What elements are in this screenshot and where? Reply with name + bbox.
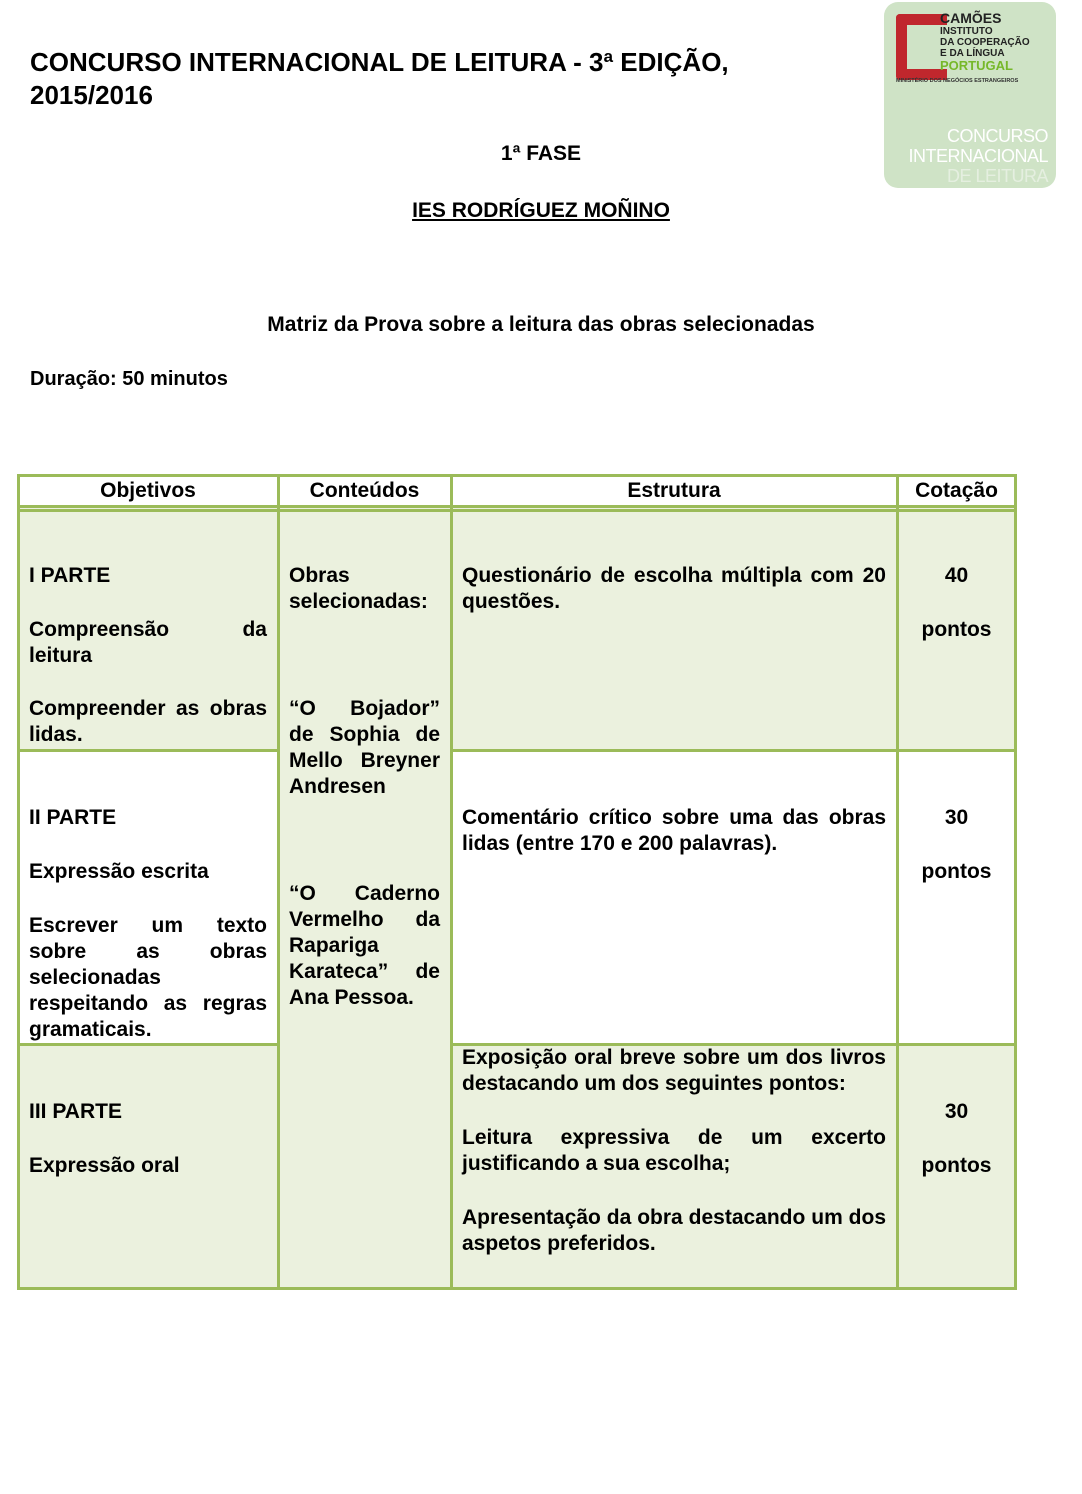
row1-cotacao (897, 508, 1016, 750)
points: 30 (944, 806, 969, 829)
work-1: “O Bojador” de Sophia de Mello Breyner Andresen (289, 697, 440, 798)
logo-text: DE LEITURA (946, 166, 1048, 186)
row2-objetivos (18, 750, 278, 1044)
logo-text: DA COOPERAÇÃO (940, 37, 1030, 48)
school-heading: IES RODRÍGUEZ MOÑINO (412, 199, 670, 222)
header-estrutura: Estrutura (627, 479, 721, 502)
logo-text: PORTUGAL (940, 58, 1013, 73)
part-title: I PARTE (29, 564, 111, 587)
logo-text: INSTITUTO (940, 26, 993, 37)
header-conteudos: Conteúdos (309, 479, 420, 502)
structure-text: Exposição oral breve sobre um dos livros destacando um dos seguintes pontos: (462, 1046, 886, 1095)
table-border (450, 749, 1017, 752)
points: 30 (944, 1100, 969, 1123)
conteudos-cell (278, 508, 451, 1289)
logo-text: INTERNACIONAL (908, 146, 1048, 166)
objective: Expressão escrita (29, 860, 209, 883)
table-border (277, 474, 280, 1290)
row1-objetivos (18, 508, 278, 750)
objective: Compreender as obras lidas. (29, 697, 267, 746)
table-border (17, 1287, 1017, 1290)
table-border (1014, 474, 1017, 1290)
row3-estrutura (451, 1044, 897, 1289)
points-unit: pontos (921, 618, 992, 641)
table-border (896, 474, 899, 1290)
contents-label: Obras selecionadas: (289, 564, 428, 613)
structure-text: Apresentação da obra destacando um dos aspetos preferidos. (462, 1206, 886, 1255)
objective: Escrever um texto sobre as obras selecionadas respeitando as regras gramaticais. (29, 914, 267, 1041)
table-border (17, 749, 279, 752)
structure-text: Leitura expressiva de um excerto justificando a sua escolha; (462, 1126, 886, 1175)
points: 40 (944, 564, 969, 587)
points-unit: pontos (921, 860, 992, 883)
work-2: “O Caderno Vermelho da Rapariga Karateca” de Ana Pessoa. (289, 882, 440, 1009)
header-objetivos: Objetivos (100, 479, 196, 502)
phase-heading: 1ª FASE (500, 142, 582, 165)
table-border (17, 474, 1017, 477)
row3-cotacao (897, 1044, 1016, 1289)
row1-estrutura (451, 508, 897, 750)
table-border (17, 474, 20, 1290)
objective: Expressão oral (29, 1154, 180, 1177)
points-unit: pontos (921, 1154, 992, 1177)
table-border (450, 474, 453, 1290)
subtitle: Matriz da Prova sobre a leitura das obras selecionadas (267, 313, 815, 336)
header-cotacao: Cotação (915, 479, 998, 502)
part-title: II PARTE (29, 806, 117, 829)
row2-cotacao (897, 750, 1016, 1044)
structure-text: Comentário crítico sobre uma das obras lidas (entre 170 e 200 palavras). (462, 806, 886, 855)
duration: Duração: 50 minutos (30, 368, 228, 390)
row3-objetivos (18, 1044, 278, 1289)
table-border (17, 509, 1017, 512)
camoes-logo (884, 2, 1056, 188)
table-border (17, 1043, 279, 1046)
logo-text: MINISTÉRIO DOS NEGÓCIOS ESTRANGEIROS (896, 78, 1019, 84)
structure-text: Questionário de escolha múltipla com 20 questões. (462, 564, 886, 613)
logo-text: CONCURSO (946, 126, 1048, 146)
logo-text: CAMÕES (940, 10, 1002, 26)
logo-text: E DA LÍNGUA (940, 48, 1005, 59)
part-title: III PARTE (29, 1100, 122, 1123)
row2-estrutura (451, 750, 897, 1044)
table-border (17, 505, 1017, 508)
table-border (450, 1043, 1017, 1046)
document-title: CONCURSO INTERNACIONAL DE LEITURA - 3ª EDIÇÃO, 2015/2016 (30, 47, 729, 110)
objective: Compreensão da leitura (29, 618, 267, 667)
